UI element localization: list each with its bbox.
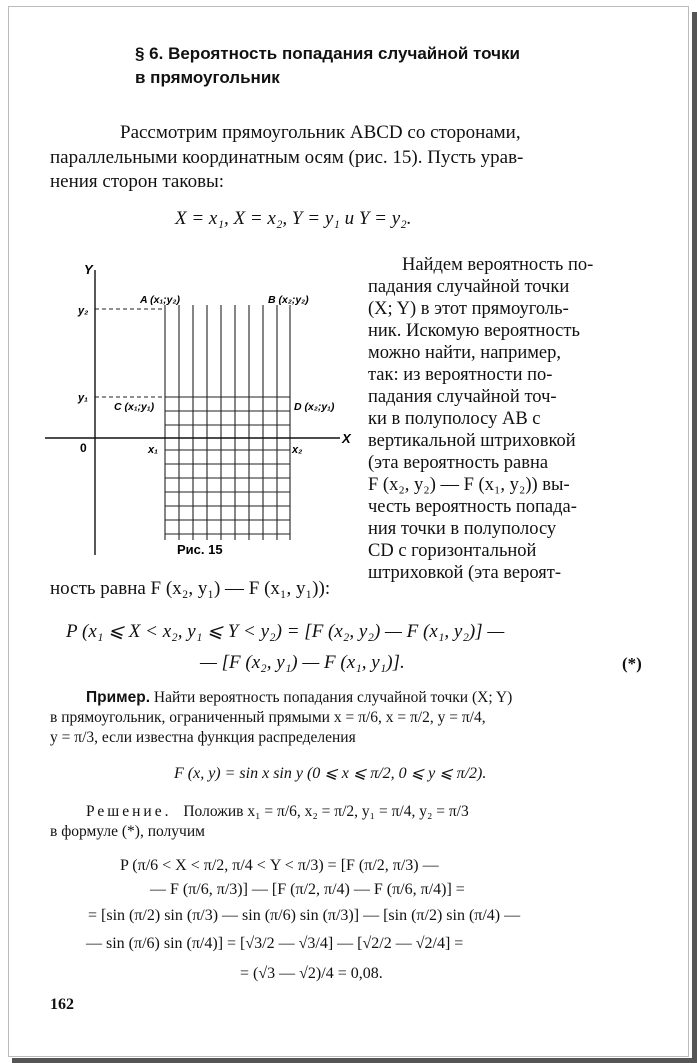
rc-line: F (x₂, y₂) — F (x₁, y₂)) вы- [368, 475, 570, 495]
point-a-label: A (x₁;y₂) [140, 294, 180, 306]
section-heading [135, 42, 520, 90]
calc-line-3: = [sin (π/2) sin (π/3) — sin (π/6) sin (π/3)] — [sin (π/2) sin (π/4) — [88, 907, 521, 924]
intro-line-3: нения сторон таковы: [50, 171, 225, 192]
sides-formula: X = x₁, X = x₂, Y = y₁ и Y = y₂. [175, 208, 412, 229]
rc-line: CD с горизонтальной [368, 541, 537, 561]
calc-line-5: = (√3 — √2)/4 = 0,08. [240, 965, 383, 982]
point-c-label: C (x₁;y₁) [114, 401, 155, 413]
rc-line: штриховкой (эта вероят- [368, 563, 562, 583]
solution-text-2: в формуле (*), получим [50, 823, 205, 840]
calc-line-1: P (π/6 < X < π/2, π/4 < Y < π/3) = [F (π/2, π/3) — [120, 857, 439, 874]
example-formula: F (x, y) = sin x sin y (0 ⩽ x ⩽ π/2, 0 ⩽ y ⩽ π/2). [174, 765, 487, 782]
heading-line-1: § 6. Вероятность попадания случайной точки [135, 44, 520, 63]
rc-line: (эта вероятность равна [368, 453, 549, 473]
rc-line: вертикальной штриховкой [368, 431, 576, 451]
example-text-2: в прямоугольник, ограниченный прямыми x = π/6, x = π/2, y = π/4, [50, 709, 486, 726]
right-column-text [368, 254, 644, 584]
equation-tag: (*) [622, 654, 642, 673]
y1-label: y₁ [78, 392, 88, 404]
heading-line-2: в прямоугольник [135, 68, 280, 87]
intro-line-2: параллельными координатным осям (рис. 15). Пусть урав- [50, 147, 524, 168]
rc-line: ки в полуполосу AB с [368, 409, 541, 429]
example-text-3: y = π/3, если известна функция распределения [50, 729, 356, 746]
example-text-1: Найти вероятность попадания случайной точки (X; Y) [153, 689, 513, 706]
rc-line: можно найти, например, [368, 343, 562, 363]
x1-label: x₁ [148, 444, 158, 456]
continuation-line: ность равна F (x₂, y₁) — F (x₁, y₁)): [50, 578, 331, 599]
main-formula-line-1: P (x₁ ⩽ X < x₂, y₁ ⩽ Y < y₂) = [F (x₂, y₂) — F (x₁, y₂)] — [66, 621, 505, 642]
x-axis-label: X [342, 431, 351, 446]
rc-line: (X; Y) в этот прямоуголь- [368, 299, 569, 319]
calc-line-4: — sin (π/6) sin (π/4)] = [√3/2 — √3/4] — [√2/2 — √2/4] = [86, 935, 464, 952]
page-shadow-right [692, 12, 697, 1060]
intro-line-1: Рассмотрим прямоугольник ABCD со сторонами, [120, 122, 521, 143]
page-number: 162 [50, 996, 74, 1013]
rc-line: падания случайной точки [368, 277, 570, 297]
figure-caption: Рис. 15 [177, 542, 223, 557]
point-d-label: D (x₂;y₁) [294, 401, 335, 413]
rc-line: Найдем вероятность по- [402, 255, 594, 275]
figure-15 [40, 250, 360, 570]
calc-line-2: — F (π/6, π/3)] — [F (π/2, π/4) — F (π/6, π/4)] = [150, 881, 465, 898]
rc-line: так: из вероятности по- [368, 365, 553, 385]
point-b-label: B (x₂;y₂) [268, 294, 309, 306]
rc-line: падания случайной точ- [368, 387, 557, 407]
x2-label: x₂ [292, 444, 303, 456]
rc-line: ник. Искомую вероятность [368, 321, 580, 341]
rc-line: ния точки в полуполосу [368, 519, 557, 539]
rc-line: честь вероятность попада- [368, 497, 577, 517]
y2-label: y₂ [78, 305, 89, 317]
solution-text-1: Положив x₁ = π/6, x₂ = π/2, y₁ = π/4, y₂ = π/3 [183, 803, 469, 820]
example-label: Пример. [86, 689, 150, 706]
page-shadow-bottom [12, 1058, 697, 1063]
solution-label: Решение. [86, 803, 172, 820]
y-axis-label: Y [84, 262, 93, 277]
main-formula-line-2: — [F (x₂, y₁) — F (x₁, y₁)]. [200, 652, 405, 673]
origin-label: 0 [80, 441, 87, 455]
